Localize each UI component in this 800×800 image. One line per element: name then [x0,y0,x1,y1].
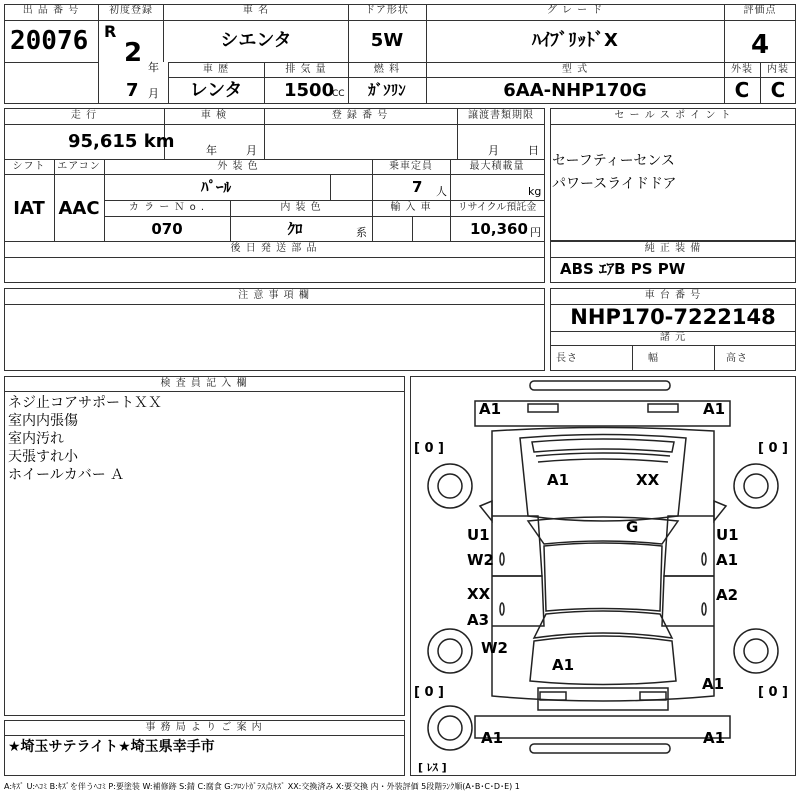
mark-front-right: A1 [703,400,726,418]
mark-right-quarter: A1 [702,675,725,693]
recycle-label: リサイクル預託金 [457,202,537,213]
kg-unit: kg [528,185,542,198]
office-message: ★埼玉サテライト★埼玉県幸手市 [8,739,215,755]
inspector-note-2: 室内内張傷 [8,413,78,429]
tire-rear-right: [ 0 ] [758,685,788,700]
lot-number: 20076 [10,26,89,56]
tire-rear-left: [ 0 ] [414,685,444,700]
score: 4 [750,30,770,60]
door-label: ドア形状 [365,5,409,16]
shift: IAT [13,198,45,219]
car-name-label: 車 名 [242,5,270,16]
reg-year: 2 [124,38,143,68]
import-label: 輸 入 車 [390,202,432,213]
inspector-note-4: 天張すれ小 [8,449,78,465]
era-mark: R [104,22,117,41]
inspector-note-1: ネジ止コアサポートＸＸ [8,395,162,411]
int-color-label: 内 装 色 [280,202,322,213]
specs-label: 諸 元 [659,332,687,343]
ext-color-label: 外 装 色 [217,161,259,172]
lot-no-label: 出 品 番 号 [22,5,80,16]
int-color: ｸﾛ [287,220,303,238]
model: 6AA-NHP170G [503,80,647,101]
mark-rf-door-top: U1 [716,526,739,544]
later-parts-label: 後 日 発 送 部 品 [230,243,318,254]
sales-points-block [550,108,796,241]
spare-tire: [ ﾚｽ ] [418,761,447,774]
year-unit: 年 [148,61,159,74]
mark-lr-door-top: XX [467,585,491,603]
aircon: AAC [58,198,100,219]
inspector-note-5: ホイールカバー Ａ [8,467,125,483]
reg-month: 7 [126,80,139,101]
max-load-label: 最大積載量 [469,161,525,172]
doc-month-unit: 月 [488,144,499,157]
color-no-label: カ ラ ー Ｎ o . [128,202,206,213]
cautions-label: 注 意 事 項 欄 [238,290,310,301]
reg-no-label: 登 録 番 号 [331,110,389,121]
history-label: 車 歴 [202,64,230,75]
car-outline-drawing [410,376,796,776]
inspection-label: 車 検 [200,110,228,121]
mark-lr-door-bot: A3 [467,611,490,629]
recycle-fee: 10,360 [470,220,528,238]
mark-rf-door-bot: A1 [716,551,739,569]
mark-front-left: A1 [479,400,502,418]
ext-color: ﾊﾟｰﾙ [200,178,232,196]
tire-front-left: [ 0 ] [414,441,444,456]
office-label: 事 務 局 よ り ご 案 内 [145,722,263,733]
mark-rr-door: A2 [716,586,739,604]
displacement: 1500 [284,80,335,101]
shift-label: シフト [12,161,46,172]
aircon-label: エアコン [57,161,101,172]
chassis-no-label: 車 台 番 号 [644,290,702,301]
capacity: 7 [412,178,423,196]
door-type: 5W [370,30,404,51]
model-label: 型 式 [561,64,589,75]
mark-left-quarter: W2 [481,639,508,657]
genuine-equip-label: 純 正 装 備 [644,243,702,254]
width-label: 幅 [648,353,659,364]
interior-label: 内装 [767,64,789,75]
month-unit: 月 [148,87,159,100]
mark-hood-left: A1 [547,471,570,489]
grade: ﾊｲﾌﾞﾘｯﾄﾞX [532,30,618,51]
fuel-label: 燃 料 [373,64,401,75]
mark-roof-rear: A1 [552,656,575,674]
length-label: 長さ [556,353,578,364]
sales-points-label: セ ー ル ス ポ イ ン ト [614,110,732,121]
displacement-label: 排 気 量 [285,64,327,75]
chassis-no: NHP170-7222148 [570,305,776,329]
inspector-note-3: 室内汚れ [8,431,64,447]
doc-day-unit: 日 [528,144,539,157]
interior-grade: C [770,78,786,102]
capacity-label: 乗車定員 [389,161,433,172]
mileage: 95,615 km [68,131,175,152]
sales-point-2: パワースライドドア [552,176,677,192]
color-series-unit: 系 [356,226,367,239]
inspector-label: 検 査 員 記 入 欄 [160,378,248,389]
color-no: 070 [151,220,183,238]
tire-front-right: [ 0 ] [758,441,788,456]
fuel: ｶﾞｿﾘﾝ [368,81,406,99]
mark-rear-right: A1 [703,729,726,747]
inspection-month-unit: 月 [246,144,257,157]
cc-unit: CC [332,89,345,99]
exterior-grade: C [734,78,750,102]
mark-lf-door-bot: W2 [467,551,494,569]
first-reg-label: 初度登録 [109,5,153,16]
mark-lf-door-top: U1 [467,526,490,544]
persons-unit: 人 [436,185,447,198]
mileage-label: 走 行 [70,110,98,121]
exterior-label: 外装 [731,64,753,75]
height-label: 高さ [726,353,748,364]
inspection-year-unit: 年 [206,144,217,157]
legend: A:ｷｽﾞ U:ﾍｺﾐ B:ｷｽﾞを伴うﾍｺﾐ P:要塗装 W:補修跡 S:錆 C:腐食 G:ﾌﾛﾝﾄｶﾞﾗｽ点ｷｽﾞ XX:交換済み X:要交換 内・外装評価 5段階ﾗﾝｸ順(A･B･C･D･E) 1 [4,782,520,791]
history: レンタ [189,80,243,101]
yen-unit: 円 [530,226,541,239]
transfer-doc-label: 譲渡書類期限 [468,110,534,121]
score-label: 評価点 [743,5,777,16]
mark-rear-left: A1 [481,729,504,747]
genuine-equip: ABS ｴｱB PS PW [560,260,686,278]
car-name: シエンタ [220,30,292,51]
grade-label: グ レ ー ド [546,5,604,16]
mark-hood-right: XX [636,471,660,489]
sales-point-1: セーフティーセンス [552,153,675,169]
mark-windshield: G [626,518,639,536]
